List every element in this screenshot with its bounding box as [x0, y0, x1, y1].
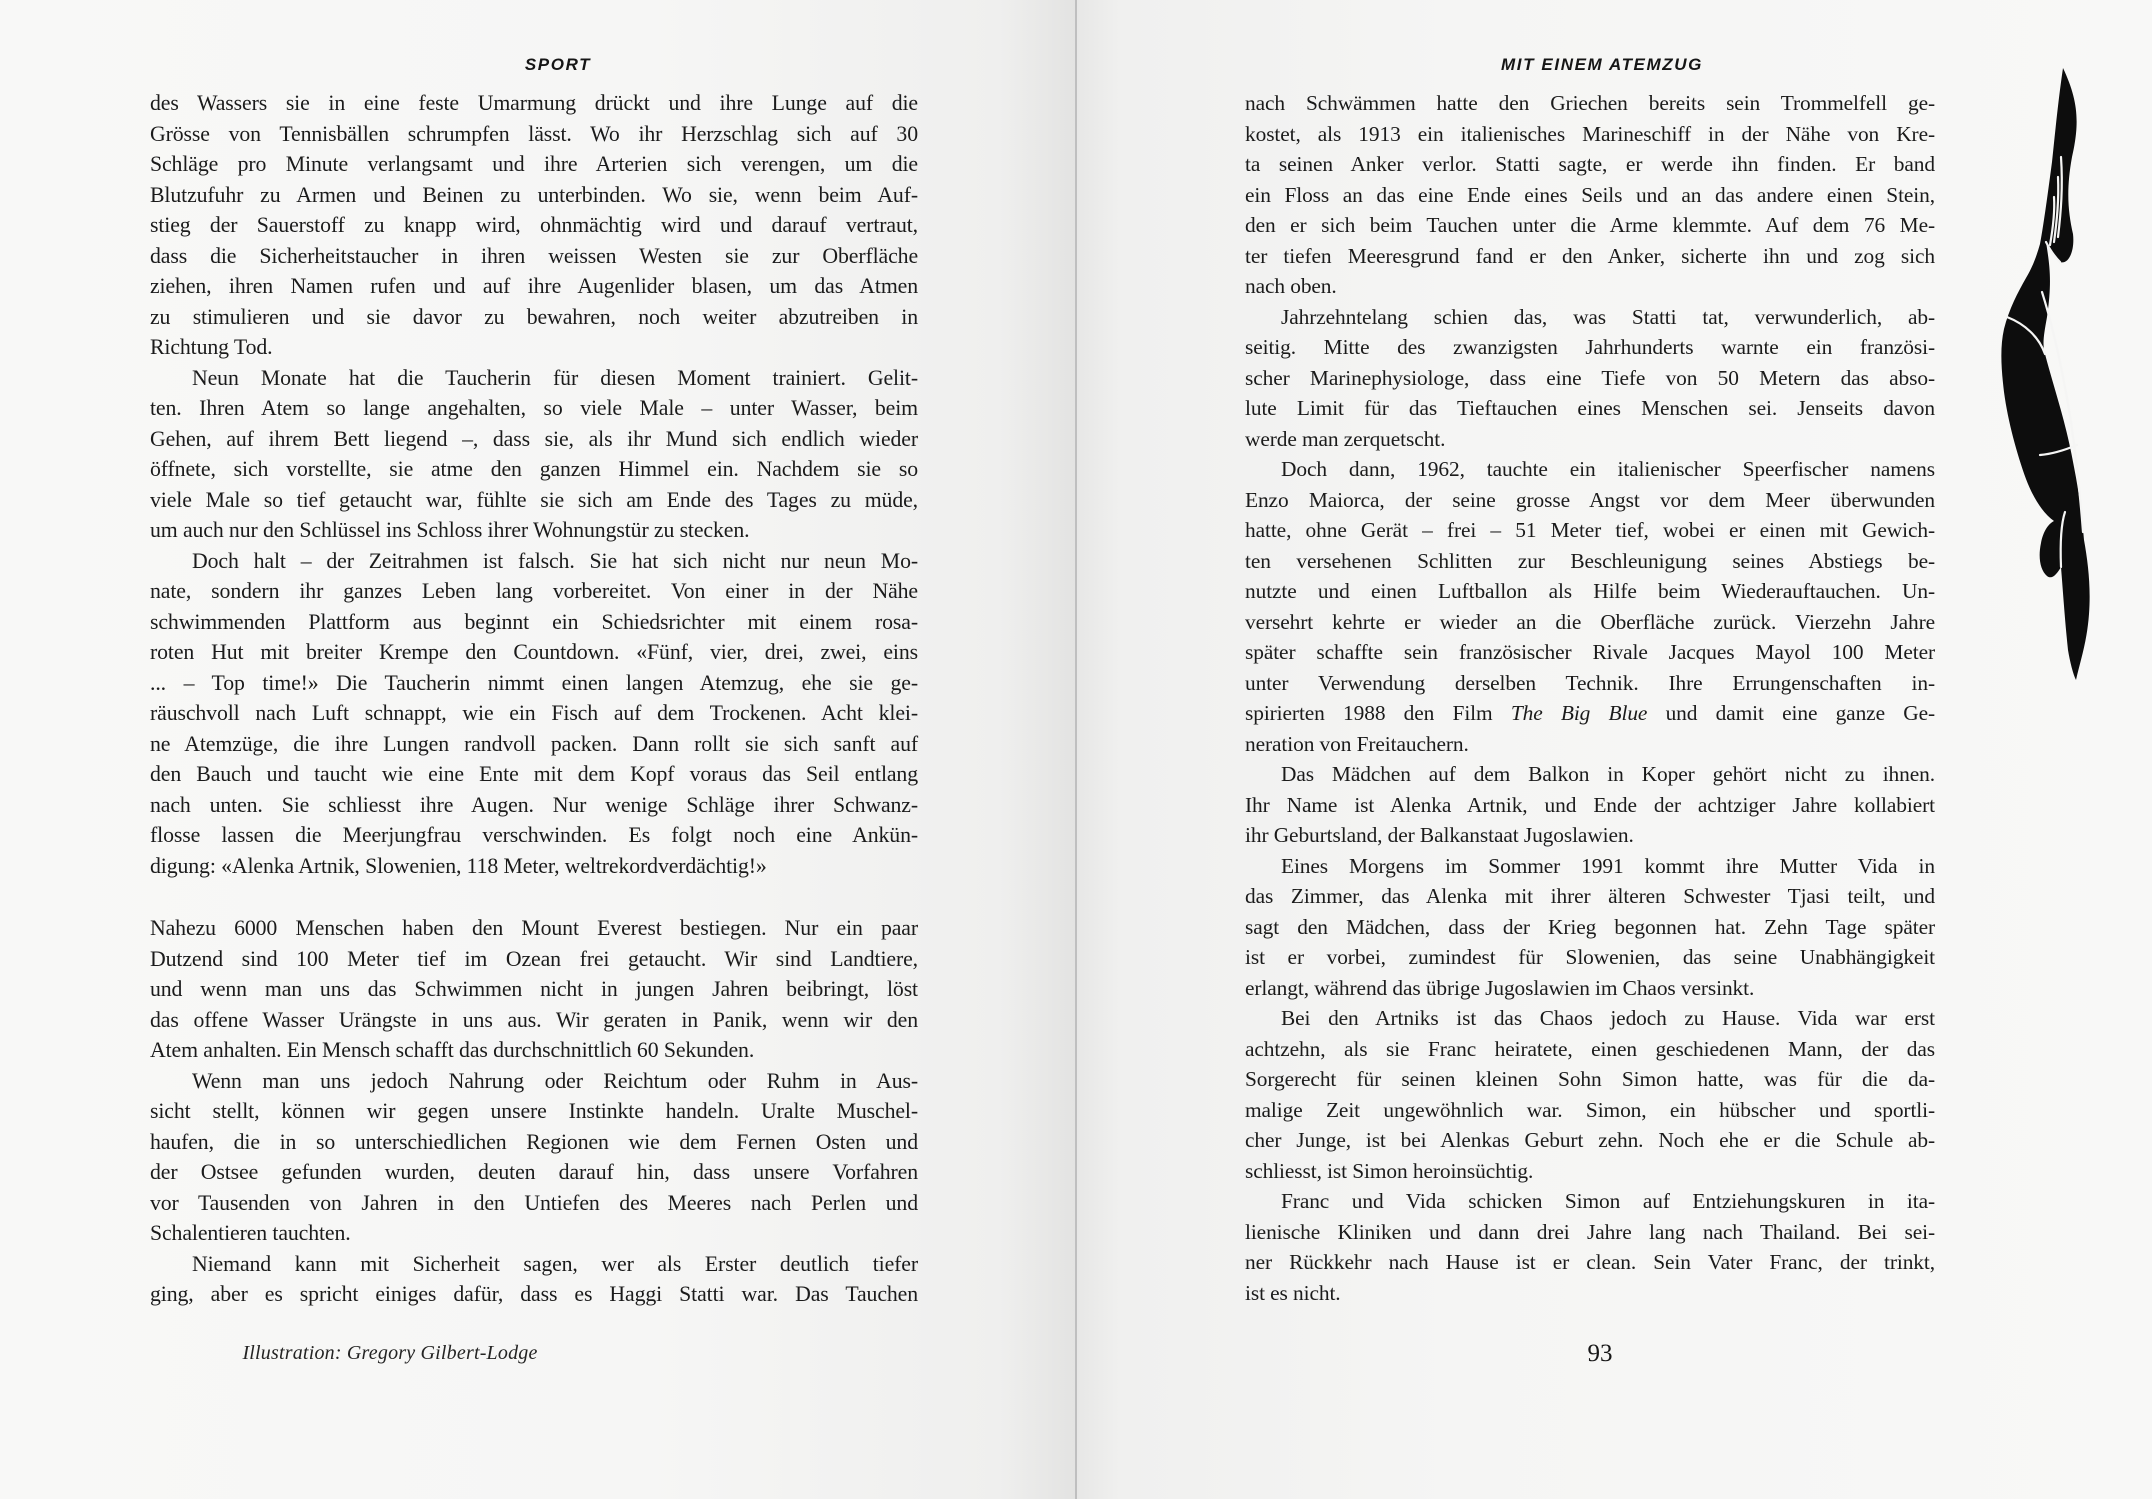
text-line: Wenn man uns jedoch Nahrung oder Reichtum oder Ruhm in Aus- [192, 1068, 918, 1093]
text-line: lute Limit für das Tieftauchen eines Menschen sei. Jenseits davon [1245, 396, 1935, 420]
text-line: Dutzend sind 100 Meter tief im Ozean frei getaucht. Wir sind Landtiere, [150, 946, 918, 971]
text-line: Nahezu 6000 Menschen haben den Mount Everest bestiegen. Nur ein paar [150, 916, 918, 940]
text-line: werde man zerquetscht. [1245, 426, 1446, 451]
paragraph [150, 913, 918, 1066]
text-line: malige Zeit ungewöhnlich war. Simon, ein hübscher und sportli- [1245, 1097, 1935, 1122]
text-line: stieg der Sauerstoff zu knapp wird, ohnmächtig wird und darauf vertraut, [150, 213, 918, 237]
text-line: versehrt kehrte er wieder an die Oberfläche zurück. Vierzehn Jahre [1245, 609, 1935, 634]
text-line: Bei den Artniks ist das Chaos jedoch zu Hause. Vida war erst [1281, 1006, 1935, 1030]
text-line: Enzo Maiorca, der seine grosse Angst vor dem Meer überwunden [1245, 487, 1935, 512]
text-line: Richtung Tod. [150, 335, 273, 359]
text-line: Franc und Vida schicken Simon auf Entziehungskuren in ita- [1281, 1189, 1935, 1213]
illustration-credit: Illustration: Gregory Gilbert-Lodge [242, 1342, 538, 1364]
text-line: um auch nur den Schlüssel ins Schloss ihrer Wohnungstür zu stecken. [150, 518, 750, 542]
text-line: öffnete, sich vorstellte, sie atme den ganzen Himmel ein. Nachdem sie so [150, 457, 918, 481]
text-line: ta seinen Anker verlor. Statti sagte, er werde ihn finden. Er band [1245, 152, 1935, 176]
text-line: schwimmenden Plattform aus beginnt ein Schiedsrichter mit einem rosa- [150, 609, 918, 634]
text-line: ging, aber es spricht einiges dafür, dass es Haggi Statti war. Das Tauchen [150, 1282, 918, 1306]
text-line: seitig. Mitte des zwanzigsten Jahrhunderts warnte ein französi- [1245, 335, 1935, 359]
text-line: erlangt, während das übrige Jugoslawien im Chaos versinkt. [1245, 975, 1755, 1000]
text-line: Eines Morgens im Sommer 1991 kommt ihre Mutter Vida in [1281, 853, 1935, 878]
text-line: schliesst, ist Simon heroinsüchtig. [1245, 1158, 1534, 1183]
text-line: und wenn man uns das Schwimmen nicht in jungen Jahren beibringt, löst [150, 977, 918, 1001]
paragraph [1245, 302, 1935, 455]
text-line: sicht stellt, können wir gegen unsere Instinkte handeln. Uralte Muschel- [150, 1099, 918, 1123]
paragraph [150, 546, 918, 882]
text-line: ner Rückkehr nach Hause ist er clean. Sein Vater Franc, der trinkt, [1245, 1250, 1935, 1274]
text-line: nach oben. [1245, 274, 1337, 298]
text-line: spirierten 1988 den Film The Big Blue und damit eine ganze Ge- [1245, 701, 1935, 725]
text-line: nate, sondern ihr ganzes Leben lang vorbereitet. Von einer in der Nähe [150, 579, 918, 603]
paragraph [1245, 1186, 1935, 1308]
text-line: cher Junge, ist bei Alenkas Geburt zehn. Noch ehe er die Schule ab- [1245, 1128, 1935, 1152]
freediver-illustration [1995, 62, 2101, 688]
left-running-head: SPORT [524, 55, 592, 74]
text-line: vor Tausenden von Jahren in den Untiefen des Meeres nach Perlen und [150, 1190, 918, 1215]
text-line: Atem anhalten. Ein Mensch schafft das durchschnittlich 60 Sekunden. [150, 1038, 755, 1062]
text-line: der Ostsee gefunden wurden, deuten darauf hin, dass unsere Vorfahren [150, 1160, 918, 1184]
paragraph [150, 1066, 918, 1249]
text-line: das Zimmer, das Alenka mit ihrer älteren Schwester Tjasi teilt, und [1245, 884, 1935, 908]
text-line: roten Hut mit breiter Krempe den Countdown. «Fünf, vier, drei, zwei, eins [150, 640, 918, 664]
text-line: Ihr Name ist Alenka Artnik, und Ende der achtziger Jahre kollabiert [1245, 792, 1935, 817]
text-line: hatte, ohne Gerät – frei – 51 Meter tief, wobei er einen mit Gewich- [1245, 518, 1935, 542]
text-line: Das Mädchen auf dem Balkon in Koper gehört nicht zu ihnen. [1281, 762, 1935, 786]
text-line: Niemand kann mit Sicherheit sagen, wer als Erster deutlich tiefer [192, 1251, 918, 1276]
text-line: achtzehn, als sie Franc heiratete, einen geschiedenen Mann, der das [1245, 1036, 1935, 1061]
paragraph [1245, 88, 1935, 302]
text-line: scher Marinephysiologe, dass eine Tiefe von 50 Metern das abso- [1245, 365, 1935, 390]
paragraph [1245, 851, 1935, 1004]
text-line: räuschvoll nach Luft schnappt, wie ein Fisch auf dem Trockenen. Acht klei- [150, 701, 918, 725]
text-line: unter Verwendung derselben Technik. Ihre Errungenschaften in- [1245, 670, 1935, 695]
text-line: Blutzufuhr zu Armen und Beinen zu unterbinden. Wo sie, wenn beim Auf- [150, 182, 918, 207]
text-line: Grösse von Tennisbällen schrumpfen lässt. Wo ihr Herzschlag sich auf 30 [150, 121, 918, 146]
text-line: nach unten. Sie schliesst ihre Augen. Nur wenige Schläge ihrer Schwanz- [150, 792, 918, 817]
text-line: Jahrzehntelang schien das, was Statti tat, verwunderlich, ab- [1281, 304, 1935, 329]
paragraph [150, 363, 918, 546]
text-line: später schaffte sein französischer Rivale Jacques Mayol 100 Meter [1245, 640, 1935, 664]
text-line: Gehen, auf ihrem Bett liegend –, dass sie, als ihr Mund sich endlich wieder [150, 426, 918, 451]
text-line: des Wassers sie in eine feste Umarmung drückt und ihre Lunge auf die [150, 91, 918, 115]
text-line: das offene Wasser Urängste in uns aus. Wir geraten in Panik, wenn wir den [150, 1007, 918, 1032]
paragraph [150, 1249, 918, 1310]
text-line: sagt den Mädchen, dass der Krieg begonnen hat. Zehn Tage später [1245, 914, 1935, 939]
text-line: Sorgerecht für seinen kleinen Sohn Simon hatte, was für die da- [1245, 1067, 1935, 1091]
text-line: Doch halt – der Zeitrahmen ist falsch. Sie hat sich nicht nur neun Mo- [192, 548, 918, 573]
text-line: digung: «Alenka Artnik, Slowenien, 118 Meter, weltrekordverdächtig!» [150, 853, 767, 878]
text-line: dass die Sicherheitstaucher in ihren weissen Westen sie zur Oberfläche [150, 243, 918, 268]
text-line: zu stimulieren und sie davor zu bewahren, noch weiter abzutreiben in [150, 304, 918, 329]
text-line: haufen, die in so unterschiedlichen Regionen wie dem Fernen Osten und [150, 1129, 918, 1154]
text-line: ist er vorbei, zumindest für Slowenien, das seine Unabhängigkeit [1245, 945, 1935, 969]
text-line: neration von Freitauchern. [1245, 731, 1469, 756]
text-line: ter tiefen Meeresgrund fand er den Anker, sicherte ihn und zog sich [1245, 243, 1935, 268]
text-line: den Bauch und taucht wie eine Ente mit dem Kopf voraus das Seil entlang [150, 762, 918, 786]
text-line: nutzte und einen Luftballon als Hilfe beim Wiederauftauchen. Un- [1245, 579, 1935, 603]
left-text-column [150, 88, 918, 1310]
text-line: lienische Kliniken und dann drei Jahre lang nach Thailand. Bei sei- [1245, 1219, 1935, 1244]
paragraph [1245, 454, 1935, 759]
text-line: flosse lassen die Meerjungfrau verschwinden. Es folgt noch eine Ankün- [150, 823, 918, 847]
text-line: ziehen, ihren Namen rufen und auf ihre Augenlider blasen, um das Atmen [150, 274, 918, 298]
text-line: ten. Ihren Atem so lange angehalten, so viele Male – unter Wasser, beim [150, 396, 918, 420]
text-line: ... – Top time!» Die Taucherin nimmt einen langen Atemzug, ehe sie ge- [150, 670, 918, 695]
paragraph [150, 88, 918, 363]
text-line: ist es nicht. [1245, 1280, 1341, 1305]
text-line: nach Schwämmen hatte den Griechen bereits sein Trommelfell ge- [1245, 91, 1935, 115]
text-line: kostet, als 1913 ein italienisches Marineschiff in der Nähe von Kre- [1245, 121, 1935, 146]
text-line: viele Male so tief getaucht war, fühlte sie sich am Ende des Tages zu müde, [150, 487, 918, 512]
text-line: Schläge pro Minute verlangsamt und ihre Arterien sich verengen, um die [150, 152, 918, 176]
paragraph [1245, 759, 1935, 851]
right-running-head: MIT EINEM ATEMZUG [1501, 55, 1703, 74]
text-line: ne Atemzüge, die ihre Lungen randvoll packen. Dann rollt sie sich sanft auf [150, 731, 918, 756]
text-line: ein Floss an das eine Ende eines Seils und an das andere einen Stein, [1245, 182, 1935, 207]
paragraph [1245, 1003, 1935, 1186]
text-line: Neun Monate hat die Taucherin für diesen Moment trainiert. Gelit- [192, 365, 918, 390]
text-line: Schalentieren tauchten. [150, 1221, 351, 1245]
text-line: den er sich beim Tauchen unter die Arme klemmte. Auf dem 76 Me- [1245, 213, 1935, 237]
page-number: 93 [1587, 1340, 1613, 1367]
text-line: ten versehenen Schlitten zur Beschleunigung seines Abstiegs be- [1245, 548, 1935, 573]
text-line: ihr Geburtsland, der Balkanstaat Jugoslawien. [1245, 823, 1634, 847]
spine-divider [1075, 0, 1077, 1499]
right-text-column [1245, 88, 1935, 1308]
text-line: Doch dann, 1962, tauchte ein italienischer Speerfischer namens [1281, 457, 1935, 481]
